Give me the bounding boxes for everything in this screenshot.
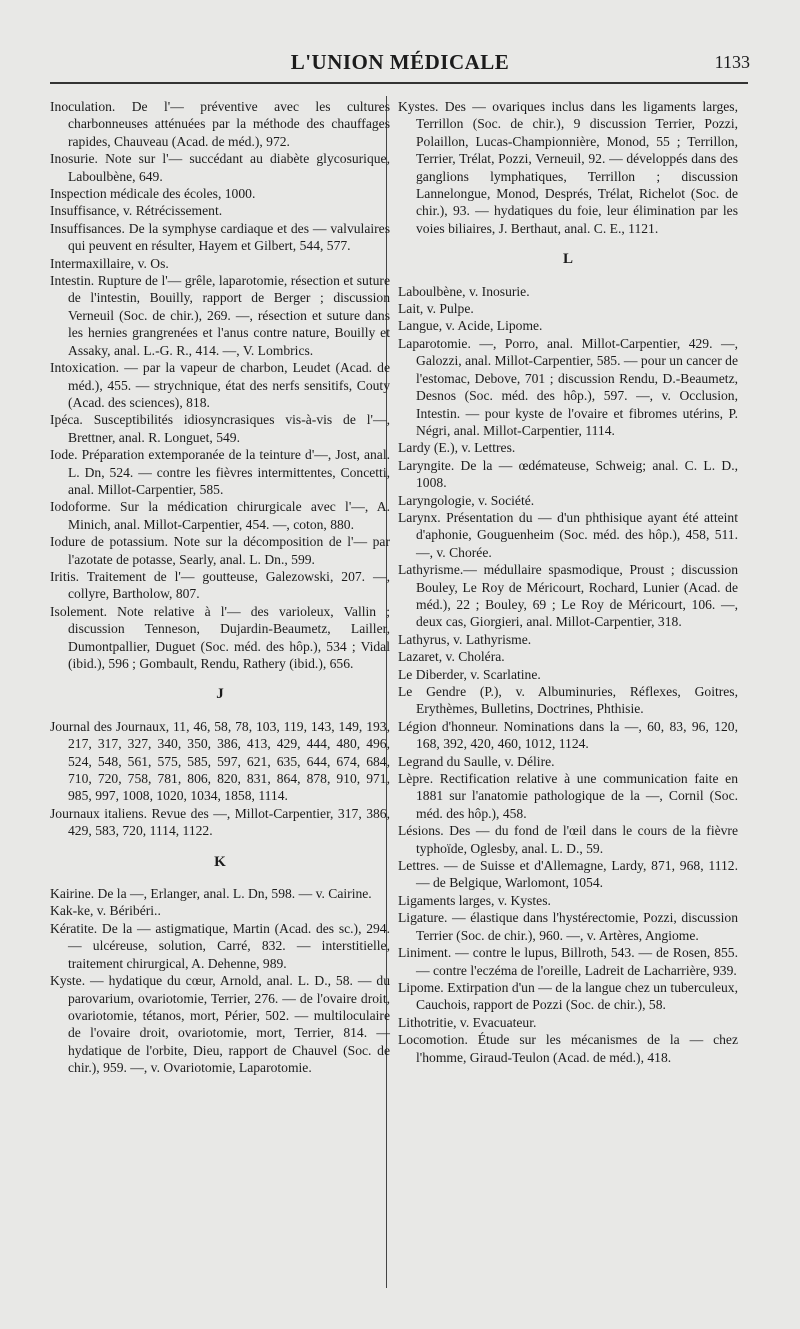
index-entry: Légion d'honneur. Nominations dans la —, 60, 83, 96, 120, 168, 392, 420, 460, 1012, 1124.: [398, 718, 738, 752]
index-entry: Kyste. — hydatique du cœur, Arnold, anal. L. D., 58. — du parovarium, ovariotomie, Terrier, 276. — de l'ovaire droit, ovariotomie, tétanos, mort, Périer, 502. — multiloculaire de l'ovaire droit, ovariotomie, mort, Terrier, 814. — hydatique de l'orbite, Dieu, rapport de Chauvel (Soc. de chir.), 959. —, v. Ovariotomie, Laparotomie.: [50, 973, 390, 1076]
index-entry: Insuffisance, v. Rétrécissement.: [50, 203, 223, 219]
index-entry: Lèpre. Rectification relative à une communication faite en 1881 sur l'anatomie pathologique de la —, Cornil (Soc. méd. des hôp.), 458.: [398, 771, 738, 821]
index-entry: Iodoforme. Sur la médication chirurgicale avec l'—, A. Minich, anal. Millot-Carpentier, 454. —, coton, 880.: [50, 499, 390, 532]
section-letter-k: K: [214, 853, 226, 870]
index-entry: Lathyrus, v. Lathyrisme.: [398, 631, 532, 647]
index-entry: Lésions. Des — du fond de l'œil dans le cours de la fièvre typhoïde, Oglesby, anal. L. D., 59.: [398, 823, 738, 856]
index-entry: Larynx. Présentation du — d'un phthisique ayant été atteint d'aphonie, Gouguenheim (Soc. méd. des hôp.), 458, 511. —, v. Chorée.: [398, 509, 738, 560]
index-entry: Ligature. — élastique dans l'hystérectomie, Pozzi, discussion Terrier (Soc. de chir.), 960. —, v. Artères, Angiome.: [398, 910, 738, 943]
index-entry: Kératite. De la — astigmatique, Martin (Acad. des sc.), 294. — ulcéreuse, solution, Carré, 832. — interstitielle, traitement chirurgical, A. Dehenne, 989.: [50, 920, 390, 971]
index-entry: Journaux italiens. Revue des —, Millot-Carpentier, 317, 386, 429, 583, 720, 1114, 1122.: [50, 805, 390, 839]
index-entry: Intoxication. — par la vapeur de charbon, Leudet (Acad. de méd.), 455. — strychnique, état des nerfs sensitifs, Couty (Acad. des sciences), 818.: [50, 360, 390, 410]
entries-j: [50, 718, 390, 840]
entries-k: [50, 885, 390, 1076]
index-entry: Journal des Journaux, 11, 46, 58, 78, 103, 119, 143, 149, 193, 217, 317, 327, 340, 350, 386, 413, 429, 444, 480, 496, 524, 548, 561, 575, 585, 597, 621, 635, 644, 674, 684, 710, 720, 758, 781, 806, 820, 831, 864, 878, 910, 971, 985, 997, 1008, 1020, 1034, 1858, 1114.: [50, 718, 390, 804]
index-entry: Intermaxillaire, v. Os.: [50, 255, 169, 271]
index-entry: Laryngite. De la — œdémateuse, Schweig; anal. C. L. D., 1008.: [398, 457, 738, 491]
page-header: [50, 50, 750, 80]
index-entry: Laboulbène, v. Inosurie.: [398, 283, 530, 299]
right-column: [398, 98, 738, 1066]
index-entry: Inosurie. Note sur l'— succédant au diabète glycosurique, Laboulbène, 649.: [50, 151, 390, 184]
index-entry: Kystes. Des — ovariques inclus dans les ligaments larges, Terrillon (Soc. de chir.), 9 discussion Terrier, Pozzi, Polaillon, Lucas-Championnière, Monod, 55 ; Terrillon, Terrier, Trélat, Pozzi, Verneuil, 92. — développés dans des ganglions lymphatiques, Terrillon ; discussion Lannelongue, Monod, Després, Trélat, Richelot (Soc. de chir.), 93. — hydatiques du foie, leur élimination par les voies biliaires, J. Berthaut, anal. C. E., 1121.: [398, 99, 738, 236]
page-number: 1133: [714, 52, 750, 72]
index-entry: Ipéca. Susceptibilités idiosyncrasiques vis-à-vis de l'—, Brettner, anal. R. Longuet, 549.: [50, 412, 390, 445]
index-entry: Lazaret, v. Choléra.: [398, 649, 505, 665]
index-entry: Inoculation. De l'— préventive avec les cultures charbonneuses atténuées par la méthode des chauffages rapides, Chauveau (Acad. de méd.), 972.: [50, 99, 390, 149]
index-entry: Iritis. Traitement de l'— goutteuse, Galezowski, 207. —, collyre, Bartholow, 807.: [50, 568, 390, 602]
index-entry: Laryngologie, v. Société.: [398, 492, 535, 508]
index-entry: Lait, v. Pulpe.: [398, 301, 474, 317]
entries-k-continued: [398, 98, 738, 237]
index-entry: Langue, v. Acide, Lipome.: [398, 318, 543, 334]
index-entry: Kak-ke, v. Béribéri..: [50, 903, 161, 919]
index-entry: Legrand du Saulle, v. Délire.: [398, 753, 555, 769]
index-entry: Iodure de potassium. Note sur la décomposition de l'— par l'azotate de potasse, Searly, anal. L. Dn., 599.: [50, 534, 390, 567]
index-entry: Lithotritie, v. Evacuateur.: [398, 1014, 537, 1030]
index-entry: Inspection médicale des écoles, 1000.: [50, 186, 256, 202]
section-letter-l: L: [562, 251, 573, 268]
index-entry: Le Gendre (P.), v. Albuminuries, Réflexes, Goitres, Erythèmes, Bulletins, Doctrines, Phthisie.: [398, 684, 738, 717]
header-rule: [50, 82, 748, 84]
index-entry: Isolement. Note relative à l'— des varioleux, Vallin ; discussion Tenneson, Dujardin-Beaumetz, Lailler, Dumontpallier, Duguet (Soc. méd. des hôp.), 534 ; Vidal (ibid.), 596 ; Gombault, Rendu, Rathery (ibid.), 656.: [50, 603, 390, 671]
index-entry: Lipome. Extirpation d'un — de la langue chez un tuberculeux, Cauchois, rapport de Pozzi (Soc. de chir.), 58.: [398, 979, 738, 1013]
entries-i: [50, 98, 390, 672]
index-entry: Insuffisances. De la symphyse cardiaque et des — valvulaires qui peuvent en résulter, Hayem et Gilbert, 544, 577.: [50, 220, 390, 254]
index-entry: Le Diberder, v. Scarlatine.: [398, 666, 541, 682]
left-column: [50, 98, 390, 1077]
index-entry: Lathyrisme.— médullaire spasmodique, Proust ; discussion Bouley, Le Roy de Méricourt, Rochard, Lunier (Acad. de méd.), 22 ; Bouley, 69 ; Le Roy de Méricourt, 106. —, deux cas, Giorgieri, anal. Millot-Carpentier, 318.: [398, 562, 738, 630]
index-entry: Intestin. Rupture de l'— grêle, laparotomie, résection et suture de l'intestin, Bouilly, rapport de Berger ; discussion Verneuil (Soc. de chir.), 269. —, résection et suture dans les hernies grangrenées et l'anus contre nature, Bouilly et Assaky, anal. L.-G. R., 414. —, V. Lombrics.: [50, 273, 390, 358]
index-entry: Lardy (E.), v. Lettres.: [398, 440, 516, 456]
index-entry: Liniment. — contre le lupus, Billroth, 543. — de Rosen, 855. — contre l'eczéma de l'oreille, Ladreit de Lacharrière, 939.: [398, 945, 738, 978]
journal-title: L'UNION MÉDICALE: [290, 50, 510, 74]
index-entry: Locomotion. Étude sur les mécanismes de la — chez l'homme, Giraud-Teulon (Acad. de méd.), 418.: [398, 1032, 738, 1065]
index-entry: Laparotomie. —, Porro, anal. Millot-Carpentier, 429. —, Galozzi, anal. Millot-Carpentier, 585. — pour un cancer de l'estomac, Debove, 701 ; discussion Rendu, D.-Beaumetz, Desnos (Soc. méd. des hôp.), 597. —, v. Occlusion, Intestin. — pour kyste de l'ovaire et fibromes utérins, P. Négri, anal. Millot-Carpentier, 1114.: [398, 335, 738, 438]
index-entry: Ligaments larges, v. Kystes.: [398, 892, 551, 908]
entries-l: [398, 283, 738, 1066]
index-entry: Lettres. — de Suisse et d'Allemagne, Lardy, 871, 968, 1112. — de Belgique, Warlomont, 1054.: [398, 858, 738, 891]
section-letter-j: J: [216, 686, 224, 703]
index-entry: Kairine. De la —, Erlanger, anal. L. Dn, 598. — v. Cairine.: [50, 886, 372, 902]
index-entry: Iode. Préparation extemporanée de la teinture d'—, Jost, anal. L. Dn, 524. — contre les fièvres intermittentes, Concetti, anal. Millot-Carpentier, 585.: [50, 447, 390, 497]
